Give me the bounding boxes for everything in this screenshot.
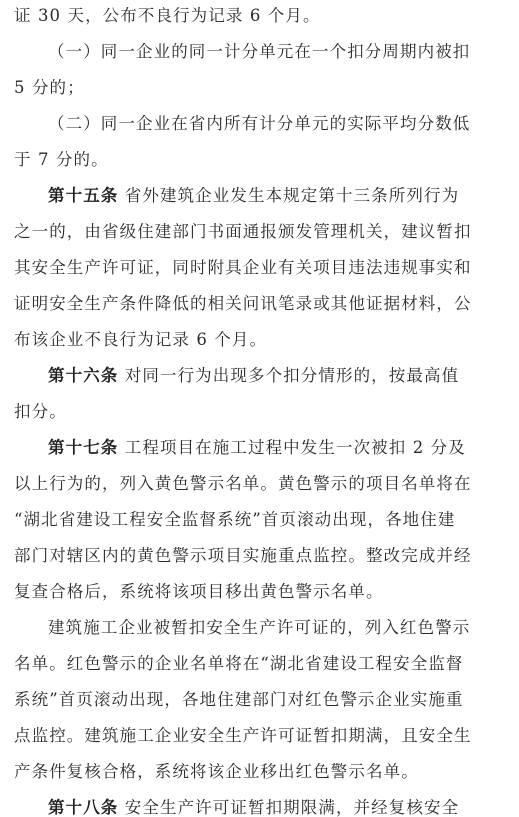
text-line: 于 7 分的。 xyxy=(14,150,109,169)
text-line: 扣分。 xyxy=(14,402,67,421)
text-line: （二）同一企业在省内所有计分单元的实际平均分数低 xyxy=(48,114,471,133)
article-heading: 第十八条 xyxy=(48,798,119,817)
text-line: 部门对辖区内的黄色警示项目实施重点监控。整改完成并经 xyxy=(14,546,472,565)
text-line: 点监控。建筑施工企业安全生产许可证暂扣期满，且安全生 xyxy=(14,726,472,745)
text-line: 省外建筑企业发生本规定第十三条所列行为 xyxy=(124,186,460,205)
text-line: （一）同一企业的同一计分单元在一个扣分周期内被扣 xyxy=(48,42,471,61)
article-heading: 第十五条 xyxy=(48,186,119,205)
text-line: 工程项目在施工过程中发生一次被扣 2 分及 xyxy=(124,438,466,457)
text-line: “湖北省建设工程安全监督系统”首页滚动出现，各地住建 xyxy=(14,510,456,529)
text-line: 证明安全生产条件降低的相关问讯笔录或其他证据材料，公 xyxy=(14,294,472,313)
text-line: 其安全生产许可证，同时附具企业有关项目违法违规事实和 xyxy=(14,258,472,277)
text-line: 以上行为的，列入黄色警示名单。黄色警示的项目名单将在 xyxy=(14,474,472,493)
text-line: 之一的，由省级住建部门书面通报颁发管理机关，建议暂扣 xyxy=(14,222,472,241)
text-line: 产条件复核合格，系统将该企业移出红色警示名单。 xyxy=(14,762,419,781)
article-16 xyxy=(48,368,459,385)
text-line: 复查合格后，系统将该项目移出黄色警示名单。 xyxy=(14,582,384,601)
article-17 xyxy=(48,440,466,457)
text-line: 对同一行为出现多个扣分情形的，按最高值 xyxy=(124,366,460,385)
text-line: 布该企业不良行为记录 6 个月。 xyxy=(14,330,268,349)
text-line: 系统”首页滚动出现，各地住建部门对红色警示企业实施重 xyxy=(14,690,464,709)
text-line: 5 分的； xyxy=(14,78,85,97)
article-18 xyxy=(48,800,459,817)
article-heading: 第十六条 xyxy=(48,366,119,385)
article-15 xyxy=(48,188,459,205)
article-heading: 第十七条 xyxy=(48,438,119,457)
text-line: 名单。红色警示的企业名单将在“湖北省建设工程安全监督 xyxy=(14,654,464,673)
text-line: 建筑施工企业被暂扣安全生产许可证的，列入红色警示 xyxy=(48,618,471,637)
text-line: 安全生产许可证暂扣期限满，并经复核安全 xyxy=(124,798,460,817)
text-line: 证 30 天，公布不良行为记录 6 个月。 xyxy=(14,6,321,25)
